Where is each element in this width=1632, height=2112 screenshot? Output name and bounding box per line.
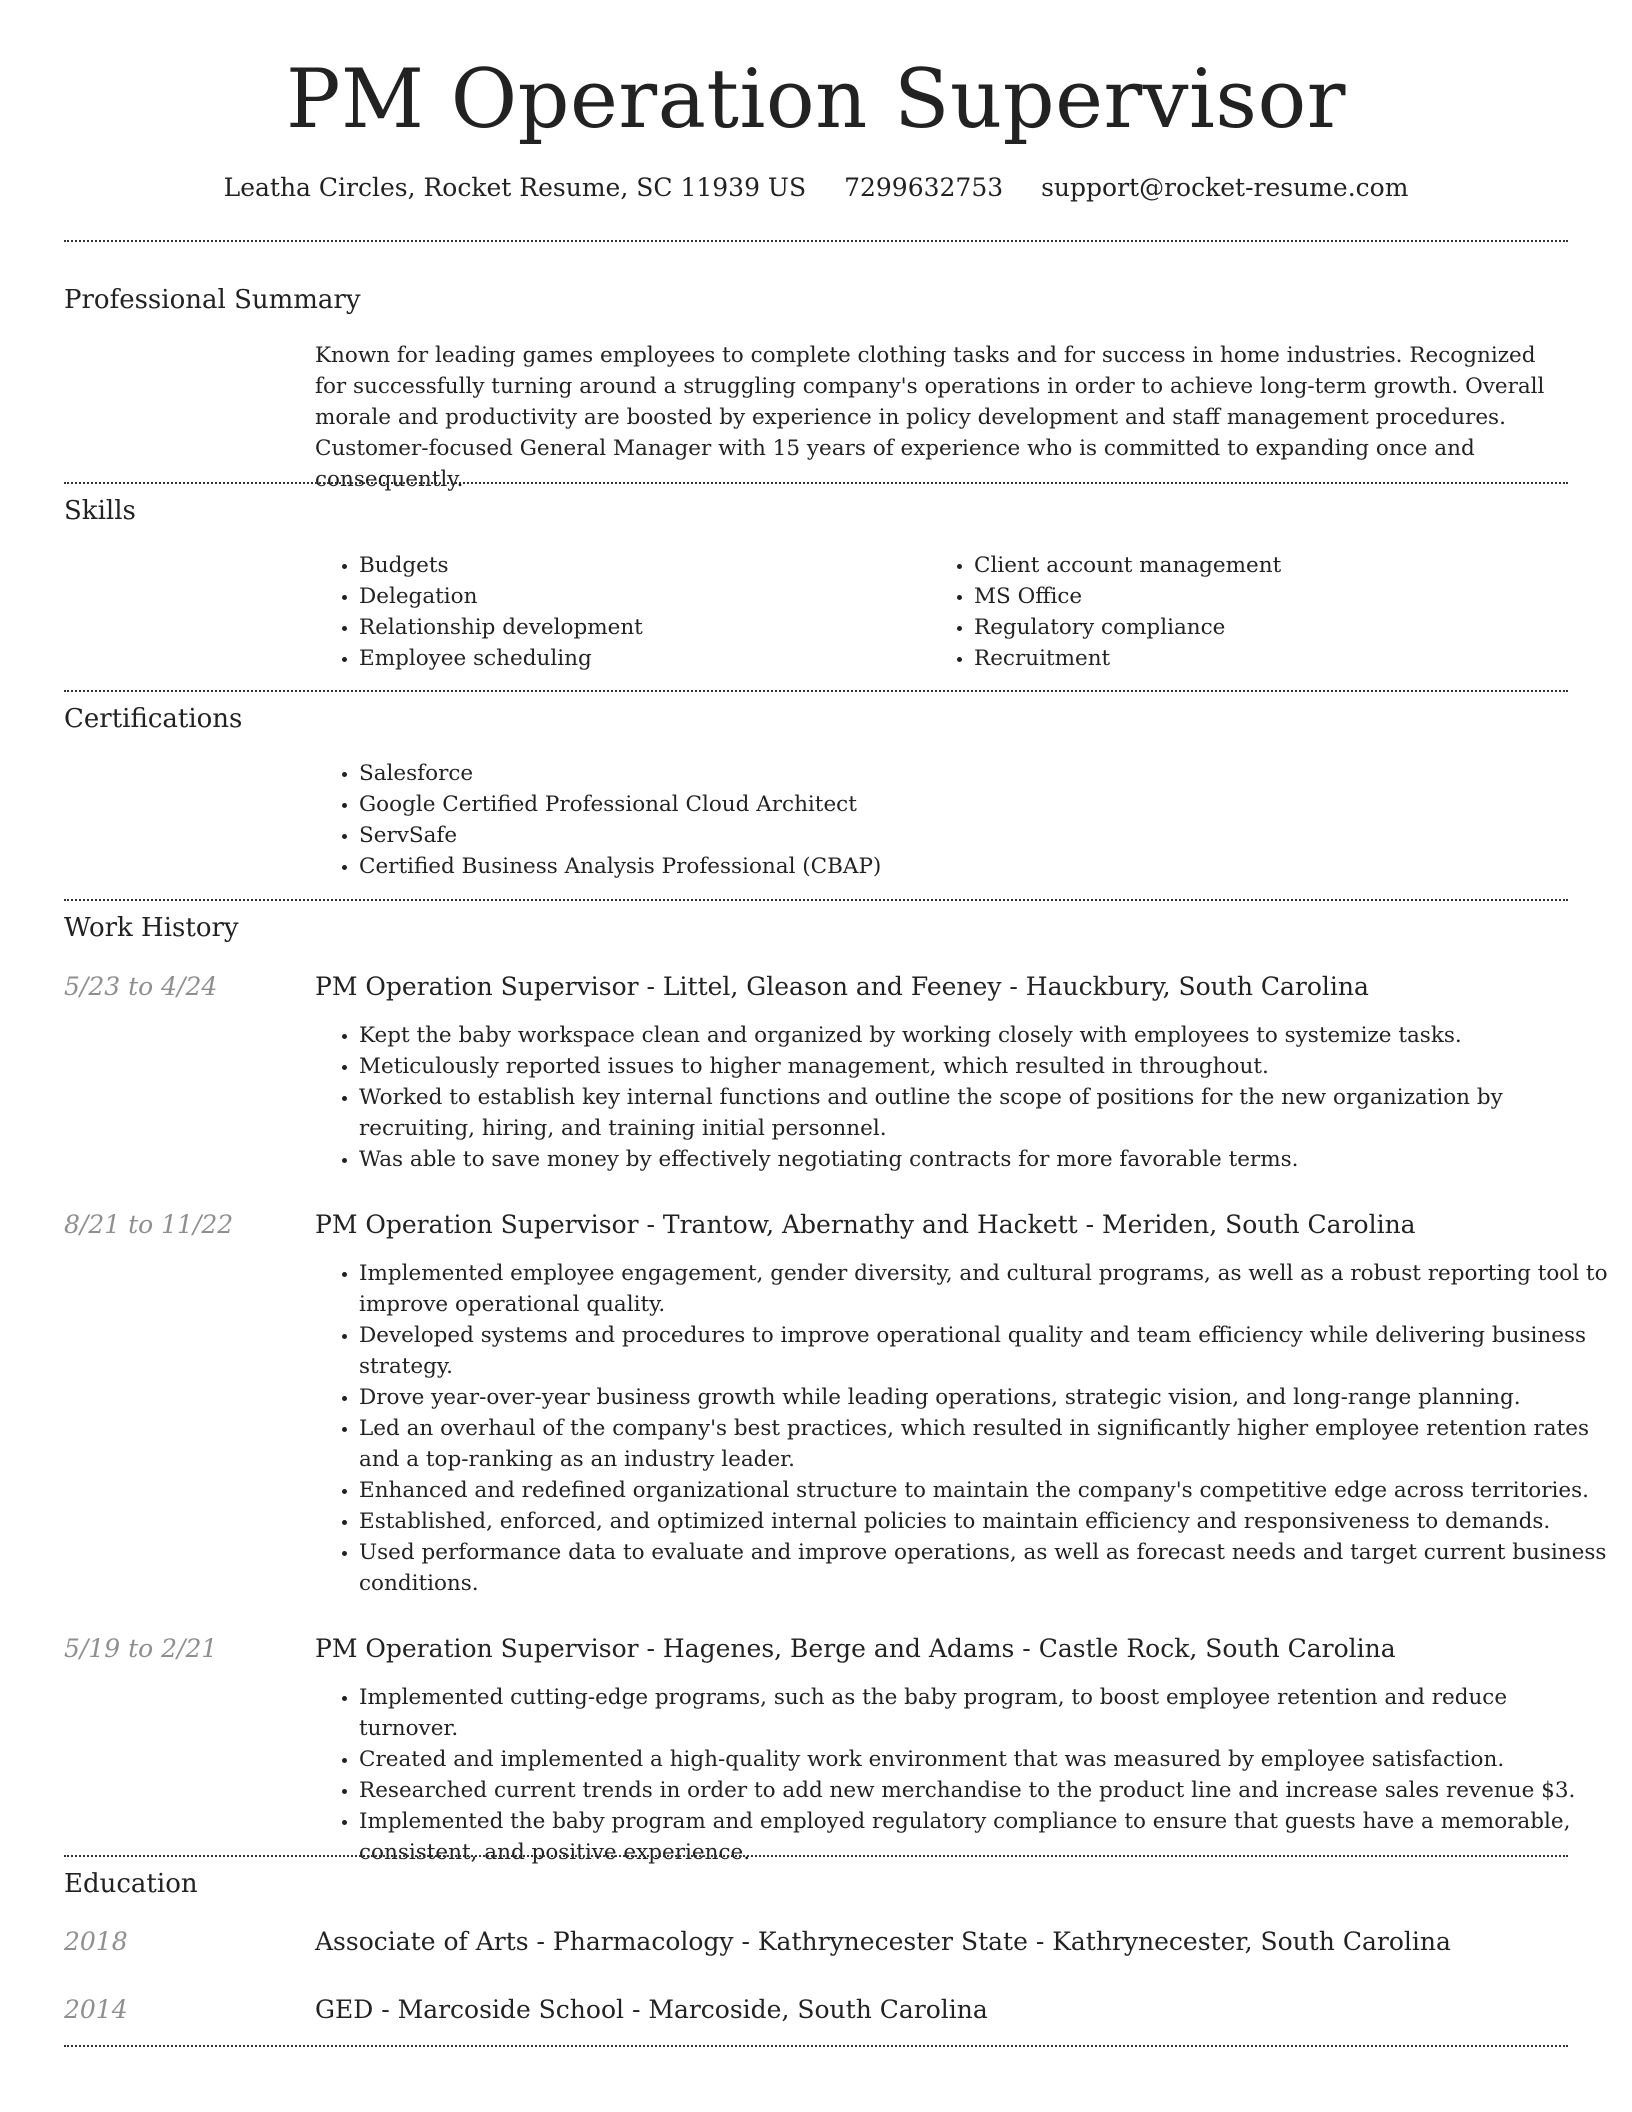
job-dates: 8/21 to 11/22 bbox=[64, 1210, 234, 1239]
list-item: • Kept the baby workspace clean and organized by working closely with employees to systemize tasks. bbox=[359, 1020, 1609, 1051]
education-degree: Associate of Arts - Pharmacology - Kathrynecester State - Kathrynecester, South Carolina bbox=[315, 1927, 1451, 1956]
contact-email[interactable]: support@rocket-resume.com bbox=[1041, 173, 1409, 202]
list-item: • Implemented the baby program and employed regulatory compliance to ensure that guests have a memorable, consistent, and positive experience. bbox=[359, 1806, 1609, 1868]
list-item: • Recruitment bbox=[974, 643, 1594, 674]
job-title: PM Operation Supervisor - Hagenes, Berge and Adams - Castle Rock, South Carolina bbox=[315, 1634, 1396, 1663]
divider bbox=[64, 2045, 1568, 2047]
list-item: • Google Certified Professional Cloud Architect bbox=[359, 789, 1559, 820]
certifications-heading: Certifications bbox=[64, 704, 243, 734]
list-item: • Salesforce bbox=[359, 758, 1559, 789]
list-item: • Relationship development bbox=[359, 612, 919, 643]
list-item: • Used performance data to evaluate and improve operations, as well as forecast needs and target current business conditions. bbox=[359, 1537, 1609, 1599]
skills-list-right bbox=[930, 550, 1594, 674]
list-item: • Delegation bbox=[359, 581, 919, 612]
list-item: • Implemented employee engagement, gender diversity, and cultural programs, as well as a robust reporting tool to improve operational quality. bbox=[359, 1258, 1609, 1320]
job-title: PM Operation Supervisor - Trantow, Abernathy and Hackett - Meriden, South Carolina bbox=[315, 1210, 1416, 1239]
list-item: • Drove year-over-year business growth while leading operations, strategic vision, and long-range planning. bbox=[359, 1382, 1609, 1413]
education-year: 2014 bbox=[64, 1995, 128, 2024]
list-item: • Client account management bbox=[974, 550, 1594, 581]
skills-heading: Skills bbox=[64, 496, 136, 526]
list-item: • ServSafe bbox=[359, 820, 1559, 851]
divider bbox=[64, 1855, 1568, 1857]
divider bbox=[64, 690, 1568, 692]
list-item: • Developed systems and procedures to improve operational quality and team efficiency while delivering business strategy. bbox=[359, 1320, 1609, 1382]
job-title: PM Operation Supervisor - Littel, Gleason and Feeney - Hauckbury, South Carolina bbox=[315, 972, 1369, 1001]
candidate-name: PM Operation Supervisor bbox=[286, 53, 1346, 147]
job-dates: 5/23 to 4/24 bbox=[64, 972, 218, 1001]
list-item: • Created and implemented a high-quality work environment that was measured by employee satisfaction. bbox=[359, 1744, 1609, 1775]
summary-text: Known for leading games employees to complete clothing tasks and for success in home industries. Recognized for successfully turning around a struggling company's operations in order to achieve long-term growth. Overall morale and productivity are boosted by experience in policy development and staff management procedures. Customer-focused General Manager with 15 years of experience who is committed to expanding once and consequently. bbox=[315, 343, 1545, 492]
contact-phone: 7299632753 bbox=[844, 173, 1004, 202]
job-bullets bbox=[315, 1258, 1609, 1599]
contact-line bbox=[0, 171, 1632, 205]
education-degree: GED - Marcoside School - Marcoside, South Carolina bbox=[315, 1995, 988, 2024]
education-year: 2018 bbox=[64, 1927, 128, 1956]
list-item: • Employee scheduling bbox=[359, 643, 919, 674]
list-item: • Certified Business Analysis Professional (CBAP) bbox=[359, 851, 1559, 882]
education-heading: Education bbox=[64, 1869, 198, 1899]
divider bbox=[64, 240, 1568, 242]
job-bullets bbox=[315, 1682, 1609, 1868]
list-item: • Researched current trends in order to add new merchandise to the product line and increase sales revenue $3. bbox=[359, 1775, 1609, 1806]
list-item: • Was able to save money by effectively negotiating contracts for more favorable terms. bbox=[359, 1144, 1609, 1175]
list-item: • Established, enforced, and optimized internal policies to maintain efficiency and responsiveness to demands. bbox=[359, 1506, 1609, 1537]
list-item: • Regulatory compliance bbox=[974, 612, 1594, 643]
list-item: • MS Office bbox=[974, 581, 1594, 612]
list-item: • Enhanced and redefined organizational structure to maintain the company's competitive edge across territories. bbox=[359, 1475, 1609, 1506]
work-history-heading: Work History bbox=[64, 913, 239, 943]
divider bbox=[64, 482, 1568, 484]
summary-heading: Professional Summary bbox=[64, 285, 361, 315]
contact-address: Leatha Circles, Rocket Resume, SC 11939 US bbox=[223, 173, 807, 202]
list-item: • Worked to establish key internal functions and outline the scope of positions for the new organization by recruiting, hiring, and training initial personnel. bbox=[359, 1082, 1609, 1144]
job-bullets bbox=[315, 1020, 1609, 1175]
list-item: • Implemented cutting-edge programs, such as the baby program, to boost employee retention and reduce turnover. bbox=[359, 1682, 1609, 1744]
job-dates: 5/19 to 2/21 bbox=[64, 1634, 218, 1663]
divider bbox=[64, 899, 1568, 901]
certifications-list bbox=[315, 758, 1559, 882]
skills-list-left bbox=[315, 550, 919, 674]
list-item: • Led an overhaul of the company's best practices, which resulted in significantly higher employee retention rates and a top-ranking as an industry leader. bbox=[359, 1413, 1609, 1475]
list-item: • Budgets bbox=[359, 550, 919, 581]
list-item: • Meticulously reported issues to higher management, which resulted in throughout. bbox=[359, 1051, 1609, 1082]
